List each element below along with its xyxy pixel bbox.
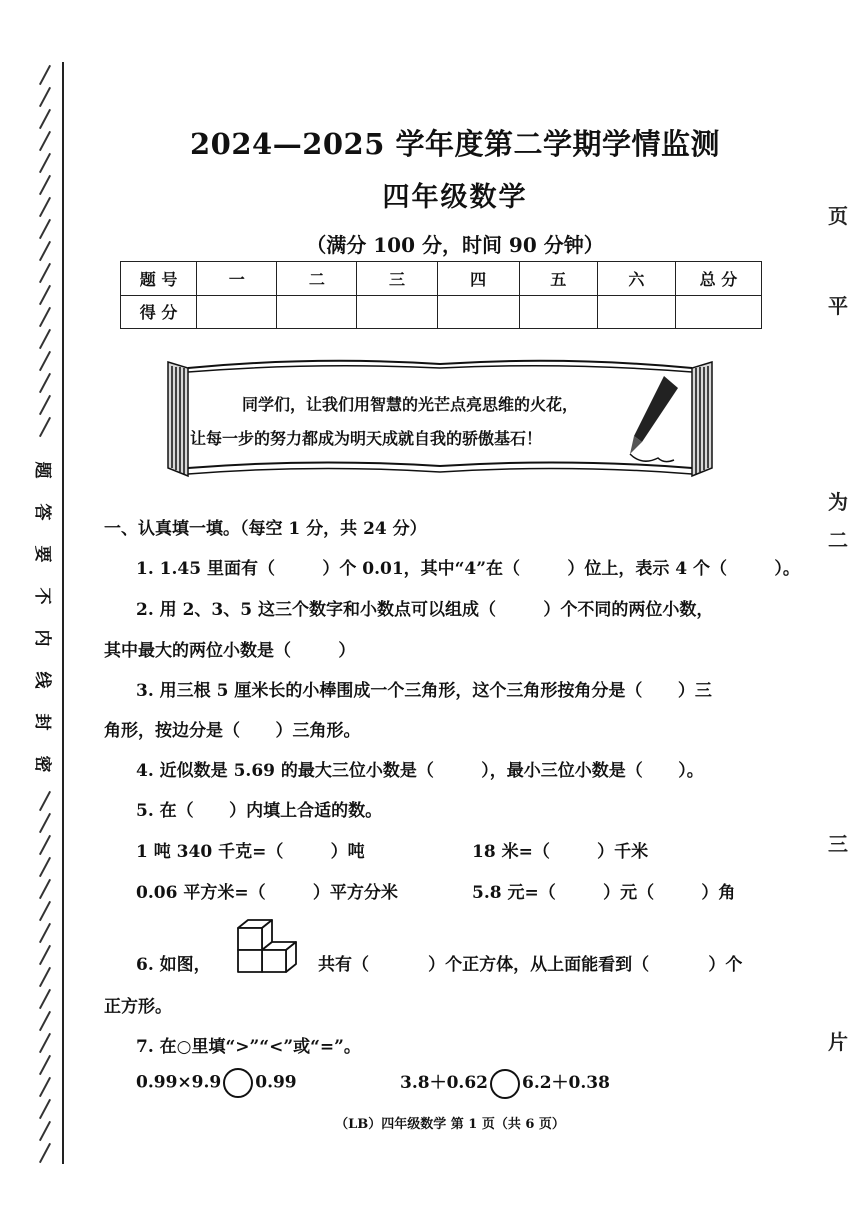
- binding-slash: [39, 879, 51, 899]
- question-5-item-2: 18 米=（ ）千米: [472, 842, 649, 862]
- score-input-cell[interactable]: [277, 295, 357, 329]
- binding-slash: [39, 1033, 51, 1053]
- compare-circle-input[interactable]: [490, 1069, 520, 1099]
- question-7-compare-2: [400, 1068, 610, 1099]
- score-table: [120, 261, 762, 329]
- score-input-cell[interactable]: [597, 295, 675, 329]
- table-cell: 得 分: [121, 295, 197, 329]
- score-input-cell[interactable]: [357, 295, 437, 329]
- binding-slash: [39, 1099, 51, 1119]
- score-input-cell[interactable]: [519, 295, 597, 329]
- binding-slash: [39, 131, 51, 151]
- binding-slash: [39, 197, 51, 217]
- binding-slash: [39, 1055, 51, 1075]
- binding-slash: [39, 241, 51, 261]
- binding-char: 线: [32, 671, 52, 689]
- binding-char: 封: [32, 713, 52, 731]
- edge-fragment: 为: [828, 490, 848, 514]
- question-1: 1. 1.45 里面有（ ）个 0.01，其中“4”在（ ）位上，表示 4 个（ ）。: [136, 559, 800, 579]
- question-6-line-1: 共有（ ）个正方体，从上面能看到（ ）个: [318, 955, 743, 975]
- question-5: 5. 在（ ）内填上合适的数。: [136, 801, 383, 821]
- binding-slash: [39, 967, 51, 987]
- table-cell: 题 号: [121, 262, 197, 296]
- binding-slash: [39, 351, 51, 371]
- binding-slash: [39, 1121, 51, 1141]
- edge-fragment: 页: [828, 204, 848, 228]
- compare-circle-input[interactable]: [223, 1068, 253, 1098]
- question-7-compare-1: [136, 1068, 297, 1098]
- binding-slash: [39, 901, 51, 921]
- edge-fragment: 平: [828, 294, 848, 318]
- page-footer: （LB）四年级数学 第 1 页（共 6 页）: [335, 1117, 565, 1132]
- score-table-score-row: [121, 295, 762, 329]
- table-cell: 一: [197, 262, 277, 296]
- binding-slash: [39, 395, 51, 415]
- binding-slash: [39, 1011, 51, 1031]
- table-cell: 二: [277, 262, 357, 296]
- banner-text: [190, 388, 670, 456]
- exam-subtitle: 四年级数学: [382, 182, 528, 213]
- table-cell: 总 分: [675, 262, 761, 296]
- binding-slash: [39, 329, 51, 349]
- table-cell: 四: [437, 262, 519, 296]
- binding-slash: [39, 65, 51, 85]
- binding-slash: [39, 791, 51, 811]
- binding-char: 题: [32, 461, 52, 479]
- question-3-line-2: 角形，按边分是（ ）三角形。: [104, 721, 361, 741]
- binding-slash: [39, 263, 51, 283]
- binding-char: 不: [32, 587, 52, 605]
- binding-char: 答: [32, 503, 52, 521]
- edge-fragment: 二: [828, 528, 848, 552]
- exam-info: （满分 100 分，时间 90 分钟）: [306, 233, 604, 257]
- binding-char: 密: [32, 755, 52, 773]
- question-2-line-2: 其中最大的两位小数是（ ）: [104, 641, 356, 661]
- binding-slash: [39, 285, 51, 305]
- binding-slash: [39, 417, 51, 437]
- binding-slash: [39, 1143, 51, 1163]
- banner-line: 同学们，让我们用智慧的光芒点亮思维的火花，: [242, 395, 579, 414]
- edge-fragment: 三: [828, 832, 848, 856]
- score-table-header-row: [121, 262, 762, 296]
- question-5-item-4: 5.8 元=（ ）元（ ）角: [472, 883, 736, 903]
- binding-char: 要: [32, 545, 52, 563]
- binding-slash: [39, 175, 51, 195]
- binding-slash: [39, 923, 51, 943]
- binding-slash: [39, 219, 51, 239]
- binding-slash: [39, 307, 51, 327]
- binding-slash: [39, 813, 51, 833]
- binding-slash: [39, 857, 51, 877]
- compare-left: 3.8＋0.62: [400, 1073, 488, 1093]
- compare-left: 0.99×9.9: [136, 1072, 222, 1093]
- question-5-item-3: 0.06 平方米=（ ）平方分米: [136, 883, 398, 903]
- score-input-cell[interactable]: [437, 295, 519, 329]
- binding-rule: [62, 62, 64, 1164]
- score-input-cell[interactable]: [675, 295, 761, 329]
- table-cell: 六: [597, 262, 675, 296]
- compare-right: 6.2＋0.38: [521, 1073, 610, 1093]
- question-3-line-1: 3. 用三根 5 厘米长的小棒围成一个三角形，这个三角形按角分是（ ）三: [136, 681, 712, 701]
- exam-title: 2024—2025 学年度第二学期学情监测: [189, 127, 721, 161]
- compare-right: 0.99: [255, 1072, 297, 1093]
- binding-slash: [39, 989, 51, 1009]
- binding-char: 内: [32, 629, 52, 647]
- cube-figure: [228, 918, 302, 982]
- section-title: 一、认真填一填。（每空 1 分，共 24 分）: [104, 519, 427, 539]
- table-cell: 三: [357, 262, 437, 296]
- table-cell: 五: [519, 262, 597, 296]
- binding-slash: [39, 945, 51, 965]
- question-5-item-1: 1 吨 340 千克=（ ）吨: [136, 842, 365, 862]
- binding-slash: [39, 153, 51, 173]
- question-6-prefix: 6. 如图，: [136, 955, 211, 975]
- question-4: 4. 近似数是 5.69 的最大三位小数是（ ），最小三位小数是（ ）。: [136, 761, 704, 781]
- binding-slash: [39, 835, 51, 855]
- question-6-line-2: 正方形。: [104, 997, 172, 1017]
- question-2-line-1: 2. 用 2、3、5 这三个数字和小数点可以组成（ ）个不同的两位小数，: [136, 600, 714, 620]
- score-input-cell[interactable]: [197, 295, 277, 329]
- edge-fragment: 片: [828, 1030, 848, 1054]
- binding-slash: [39, 87, 51, 107]
- binding-slash: [39, 373, 51, 393]
- banner-line: 让每一步的努力都成为明天成就自我的骄傲基石！: [190, 429, 543, 448]
- question-7: 7. 在○里填“>”“<”或“=”。: [136, 1037, 361, 1057]
- binding-slash: [39, 1077, 51, 1097]
- binding-slash: [39, 109, 51, 129]
